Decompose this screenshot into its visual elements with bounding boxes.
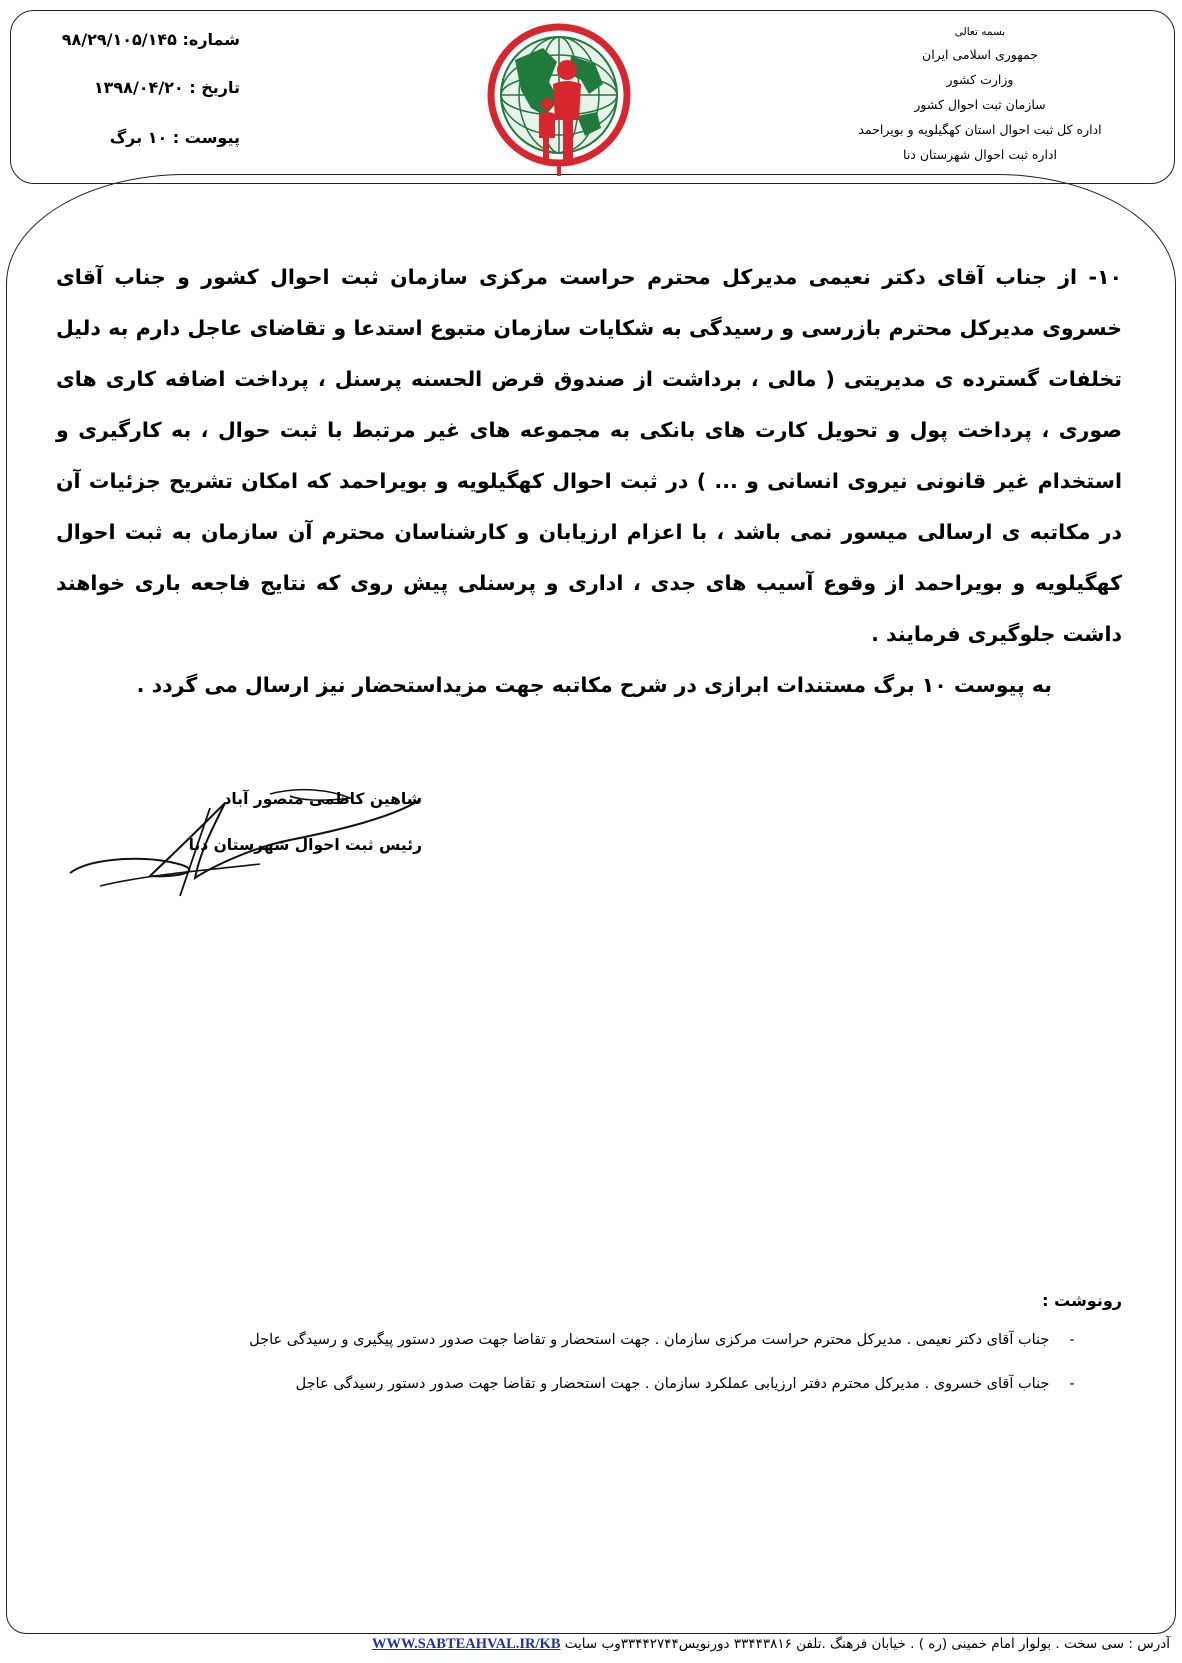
country-line: جمهوری اسلامی ایران (922, 47, 1038, 62)
cc-item-text: جناب آقای دکتر نعیمی . مدیرکل محترم حراست مرکزی سازمان . جهت استحضار و تقاضا جهت صدور دستور پیگیری و رسیدگی عاجل (249, 1332, 1050, 1348)
organization-header (830, 22, 1130, 167)
signatory-name: شاهین کاظمی منصور آباد (223, 790, 422, 808)
body-paragraph-main: ۱۰- از جناب آقای دکتر نعیمی مدیرکل محترم حراست مرکزی سازمان ثبت احوال کشور و جناب آقای خسروی مدیرکل محترم بازرسی و رسیدگی به شکایات سازمان متبوع استدعا و تقاضای عاجل دارم به دلیل تخلفات گسترده ی مدیریتی ( مالی ، برداشت از صندوق قرض الحسنه پرسنل ، پرداخت اضافه کاری های صوری ، پرداخت پول و تحویل کارت های بانکی به مجموعه های غیر مرتبط با ثبت حوال ، به کارگیری و استخدام غیر قانونی نیروی انسانی و ... ) در ثبت احوال کهگیلویه و بویراحمد که امکان تشریح جزئیات آن در مکاتبه ی ارسالی میسور نمی باشد ، با اعزام ارزیابان و کارشناسان محترم آن سازمان به ثبت احوال کهگیلویه و بویراحمد از وقوع آسیب های جدی ، اداری و پرسنلی پیش روی که نتایج فاجعه باری خواهند داشت جلوگیری فرمایند . (56, 265, 1122, 646)
body-paragraph-attachment: به پیوست ۱۰ برگ مستندات ابرازی در شرح مکاتبه جهت مزیداستحضار نیز ارسال می گردد . (136, 673, 1052, 697)
sabt-ahval-emblem-icon (485, 20, 633, 178)
cc-heading: رونوشت : (1042, 1291, 1122, 1310)
organization-line: سازمان ثبت احوال کشور (914, 97, 1046, 112)
letter-number: شماره: ۹۸/۲۹/۱۰۵/۱۴۵ (61, 30, 240, 49)
cc-item-text: جناب آقای خسروی . مدیرکل محترم دفتر ارزیابی عملکرد سازمان . جهت استحضار و تقاضا جهت صدور دستور رسیدگی عاجل (295, 1376, 1050, 1392)
cc-item (40, 1362, 1090, 1406)
ministry-line: وزارت کشور (946, 72, 1014, 87)
letter-body (56, 252, 1122, 711)
county-office-line: اداره ثبت احوال شهرستان دنا (903, 147, 1057, 162)
letter-attachment: پیوست : ۱۰ برگ (109, 128, 240, 147)
footer-address-text: آدرس : سی سخت . بولوار امام خمینی (ره ) . خیابان فرهنگ .تلفن ۳۳۴۴۳۸۱۶ دورنویس۳۳۴۴۲۷۴۴وب سایت (564, 1636, 1170, 1652)
signatory-title: رئیس ثبت احوال شهرستان دنا (188, 836, 422, 854)
cc-bullet: - (1069, 1332, 1075, 1348)
footer-website-link[interactable]: WWW.SABTEAHVAL.IR/KB (371, 1636, 561, 1652)
footer-address (110, 1636, 1170, 1653)
bismillah-line: بسمه تعالی (954, 26, 1006, 38)
letter-date: تاریخ : ۱۳۹۸/۰۴/۲۰ (93, 78, 240, 97)
province-office-line: اداره کل ثبت احوال استان کهگیلویه و بویراحمد (858, 122, 1102, 137)
cc-item (40, 1318, 1090, 1362)
cc-list (40, 1318, 1090, 1406)
cc-bullet: - (1069, 1376, 1075, 1392)
